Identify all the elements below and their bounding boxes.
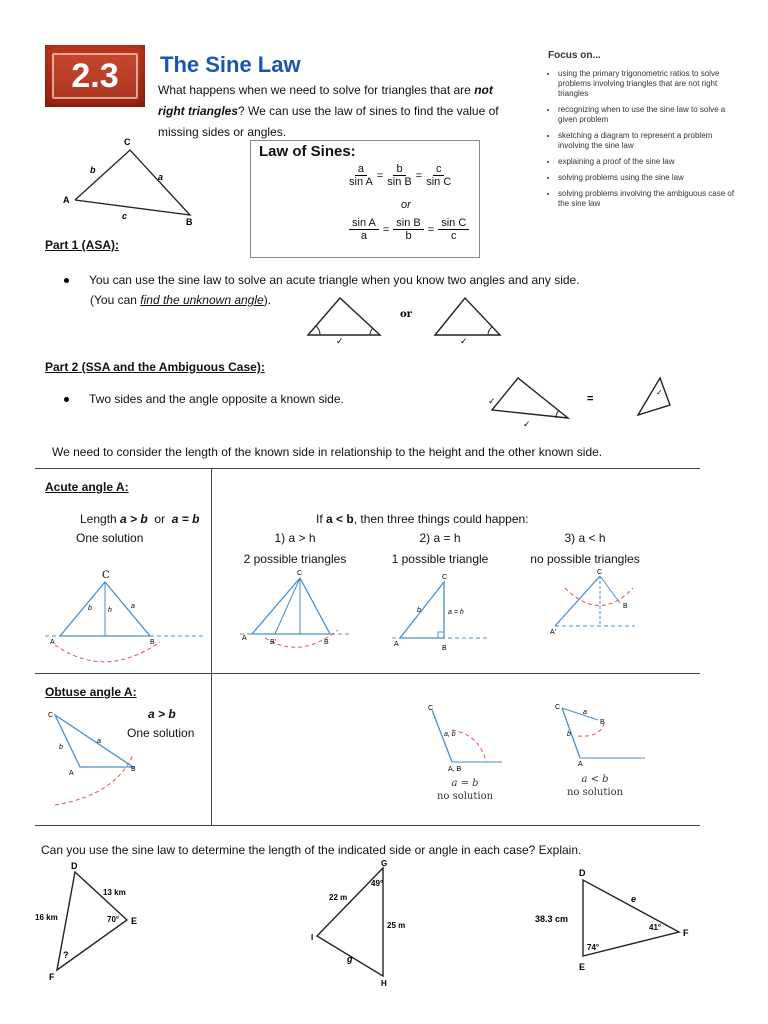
question-text: Can you use the sine law to determine the length of the indicated side or angle in each case? Explain. <box>41 843 582 857</box>
vertex-b: B <box>324 639 329 646</box>
table-top-border <box>35 468 700 469</box>
part1-sub-underline: find the unknown angle <box>140 293 264 307</box>
if-pre: If <box>316 512 327 526</box>
vertex-a: A <box>394 641 399 648</box>
focus-heading: Focus on... <box>548 50 601 61</box>
obtuse-heading: Obtuse angle A: <box>45 685 137 699</box>
vertex-e: E <box>131 916 138 926</box>
table-column-divider <box>211 468 212 825</box>
side-a <box>600 576 620 603</box>
problem3-diagram <box>535 862 695 977</box>
vertex-c-label: C <box>124 137 131 147</box>
vertex-d: D <box>71 861 78 871</box>
asa-angle-mark <box>316 326 320 335</box>
num: sin A <box>349 217 379 230</box>
vertex-f: F <box>683 928 689 938</box>
cond-or: or <box>147 512 172 526</box>
vertex-b: B <box>623 603 628 610</box>
vertex-b-prime: B' <box>270 639 277 646</box>
side-b: b <box>88 605 92 612</box>
acute-one-solution-diagram <box>45 570 205 670</box>
arc <box>55 642 160 662</box>
cond-a-eq-b: a = b <box>171 512 200 526</box>
check-mark: ✓ <box>523 419 531 429</box>
focus-item: • solving problems involving the ambiguous case of the sine law <box>558 189 738 209</box>
obtuse-lt-no-solution: no solution <box>566 787 624 798</box>
den: a <box>360 230 367 242</box>
problem1-diagram <box>35 860 165 985</box>
asa-triangle-2 <box>435 298 500 335</box>
triangle-large <box>252 578 330 634</box>
vertex-a: A <box>242 635 247 642</box>
side-b <box>555 576 600 626</box>
angle-g: 49° <box>371 879 384 888</box>
arc <box>55 755 133 805</box>
intro-triangle <box>75 150 190 215</box>
equals: = <box>382 223 390 236</box>
ssa-diagrams <box>480 370 700 430</box>
obtuse-eq-no-solution: no solution <box>436 791 494 802</box>
side-a-label: a <box>158 172 164 182</box>
num: sin C <box>438 217 469 230</box>
intro-triangle-diagram <box>60 135 200 225</box>
vertex-c: C <box>555 704 561 711</box>
vertex-c: C <box>597 569 603 576</box>
equals: = <box>415 169 423 182</box>
check-mark: ✓ <box>460 336 468 345</box>
vertex-c: C <box>48 712 54 719</box>
obtuse-triangle <box>55 715 133 767</box>
side-a-label: a <box>583 709 587 716</box>
side-b-label: b <box>90 165 96 175</box>
law-row-sides-over-sines <box>349 163 451 188</box>
fraction-b-sinB <box>387 163 411 188</box>
obtuse-condition: a > b <box>148 707 176 721</box>
case3-sublabel: no possible triangles <box>530 552 640 566</box>
fraction-c-sinC <box>426 163 451 188</box>
law-of-sines-box <box>250 140 480 258</box>
side-a: a <box>131 603 135 610</box>
part2-heading: Part 2 (SSA and the Ambiguous Case): <box>45 360 265 374</box>
num: c <box>433 163 445 176</box>
section-number: 2.3 <box>52 53 138 99</box>
right-angle-marker <box>438 632 444 638</box>
unknown-side: e <box>631 894 637 904</box>
bullet-dot <box>64 278 69 283</box>
case2-label: 2) a = h <box>419 531 461 545</box>
side-df: 16 km <box>35 913 58 922</box>
cond-a-gt-b: a > b <box>120 512 148 526</box>
focus-list <box>548 69 738 209</box>
part1-bullet-text: You can use the sine law to solve an acute triangle when you know two angles and any side. <box>89 273 580 287</box>
intro-paragraph <box>158 80 518 143</box>
acute-condition <box>80 512 199 526</box>
side-a <box>562 708 598 720</box>
vertex-a-prime: A' <box>550 629 557 636</box>
asa-or: or <box>400 309 412 320</box>
obtuse-eq-label: a = b <box>451 778 479 789</box>
problem2-diagram <box>305 858 415 988</box>
side-b-label: b <box>567 731 571 738</box>
law-row-sines-over-sides <box>349 217 469 242</box>
angle-e: 70° <box>107 915 120 924</box>
vertex-b: B <box>150 639 155 646</box>
acute-if-statement <box>316 512 529 526</box>
if-cond: a < b <box>326 512 354 526</box>
obtuse-lt-label: a < b <box>581 774 609 785</box>
vertex-c: C <box>297 570 303 577</box>
a-eq-h: a = h <box>448 609 464 616</box>
obtuse-one-solution: One solution <box>127 726 195 740</box>
law-title: Law of Sines: <box>259 143 356 160</box>
vertex-h: H <box>381 979 387 988</box>
focus-item: • solving problems using the sine law <box>558 173 738 183</box>
side-a: a <box>97 738 101 745</box>
asa-diagrams <box>300 290 510 345</box>
num: b <box>393 163 405 176</box>
den: b <box>405 230 412 242</box>
vertex-a: A <box>578 761 583 768</box>
fraction-sinC-c <box>438 217 469 242</box>
consider-text: We need to consider the length of the known side in relationship to the height and the other known side. <box>52 445 603 459</box>
side-de: 13 km <box>103 888 126 897</box>
equals: = <box>427 223 435 236</box>
unknown-side: g <box>347 954 353 964</box>
part1-sub-a: (You can <box>90 293 141 307</box>
obtuse-no-solution-equal-diagram <box>420 700 510 775</box>
intro-text-1: What happens when we need to solve for triangles that are <box>158 83 475 97</box>
ssa-equals: = <box>587 393 594 405</box>
vertex-c: C <box>428 705 434 712</box>
part1-sub-b: ). <box>263 293 272 307</box>
side-b <box>562 708 580 758</box>
case2-sublabel: 1 possible triangle <box>391 552 489 566</box>
vertex-a: A <box>69 770 74 777</box>
case3-label: 3) a < h <box>564 531 606 545</box>
fraction-sinA-a <box>349 217 379 242</box>
focus-item: • explaining a proof of the sine law <box>558 157 738 167</box>
if-post: , then three things could happen: <box>353 512 529 526</box>
fraction-sinB-b <box>393 217 423 242</box>
side-gi: 22 m <box>329 893 348 902</box>
num: sin B <box>393 217 423 230</box>
acute-heading: Acute angle A: <box>45 480 129 494</box>
fraction-a-sinA <box>349 163 373 188</box>
length-label: Length <box>80 512 121 526</box>
right-triangle <box>400 582 444 638</box>
intro-text-2: ? We can use the law of sines to find the value of missing sides or angles. <box>158 104 499 139</box>
check-mark: ✓ <box>656 388 663 397</box>
focus-item: • using the primary trigonometric ratios to solve problems involving triangles that are not right triangles <box>558 69 738 99</box>
ssa-triangle-rotated <box>638 378 670 415</box>
side-label: a, b <box>444 731 456 738</box>
table-bottom-border <box>35 825 700 826</box>
vertex-g: G <box>381 859 388 868</box>
vertex-c: C <box>442 574 448 581</box>
intro-emphasis: not right triangles <box>158 83 493 118</box>
arc <box>452 730 486 762</box>
vertex-d: D <box>579 868 586 878</box>
vertex-b: B <box>131 766 136 773</box>
height-h: h <box>108 607 112 614</box>
asa-angle-mark <box>488 327 492 335</box>
case1-label: 1) a > h <box>274 531 316 545</box>
part1-subline <box>90 293 271 307</box>
focus-panel <box>548 50 738 215</box>
vertex-c: C <box>102 570 110 581</box>
check-mark: ✓ <box>488 396 496 406</box>
side-b: b <box>59 744 63 751</box>
vertex-b: B <box>600 719 605 726</box>
den: sin B <box>387 176 412 188</box>
part2-bullet <box>64 392 344 406</box>
asa-angle-mark <box>370 328 373 335</box>
vertex-a-label: A <box>63 195 70 205</box>
focus-item: • recognizing when to use the sine law to solve a given problem <box>558 105 738 125</box>
num: a <box>355 163 367 176</box>
obtuse-one-solution-diagram <box>45 705 155 815</box>
den: sin A <box>349 176 373 188</box>
vertex-e: E <box>579 962 586 972</box>
side-a-alt <box>275 578 300 634</box>
part1-heading: Part 1 (ASA): <box>45 238 120 252</box>
bullet-dot <box>64 397 69 402</box>
acute-case3-diagram <box>545 568 645 643</box>
acute-one-solution: One solution <box>76 531 144 545</box>
angle-e: 74° <box>587 943 600 952</box>
vertex-ab: A, B <box>448 766 462 773</box>
side-de: 38.3 cm <box>535 914 569 924</box>
den: c <box>450 230 457 242</box>
page-title: The Sine Law <box>160 52 301 77</box>
obtuse-no-solution-less-diagram <box>550 700 650 775</box>
acute-case2-diagram <box>392 570 492 655</box>
vertex-f: F <box>49 972 55 982</box>
part1-bullet <box>64 273 580 287</box>
vertex-a: A <box>50 639 55 646</box>
side-c-label: c <box>122 211 128 221</box>
vertex-b-label: B <box>186 217 193 225</box>
acute-case1-diagram <box>240 568 350 653</box>
angle-f: 41° <box>649 923 662 932</box>
ssa-triangle <box>492 378 568 418</box>
side-gh: 25 m <box>387 921 406 930</box>
equals: = <box>376 169 384 182</box>
section-badge <box>45 45 145 107</box>
den: sin C <box>426 176 452 188</box>
law-or: or <box>401 199 411 211</box>
check-mark: ✓ <box>336 336 344 345</box>
side-b: b <box>417 607 421 614</box>
unknown-angle: ? <box>63 950 69 960</box>
focus-item: • sketching a diagram to represent a problem involving the sine law <box>558 131 738 151</box>
table-middle-border <box>35 673 700 674</box>
vertex-i: I <box>311 933 314 942</box>
case1-sublabel: 2 possible triangles <box>243 552 347 566</box>
part2-bullet-text: Two sides and the angle opposite a known side. <box>89 392 344 406</box>
vertex-b: B <box>442 645 447 652</box>
